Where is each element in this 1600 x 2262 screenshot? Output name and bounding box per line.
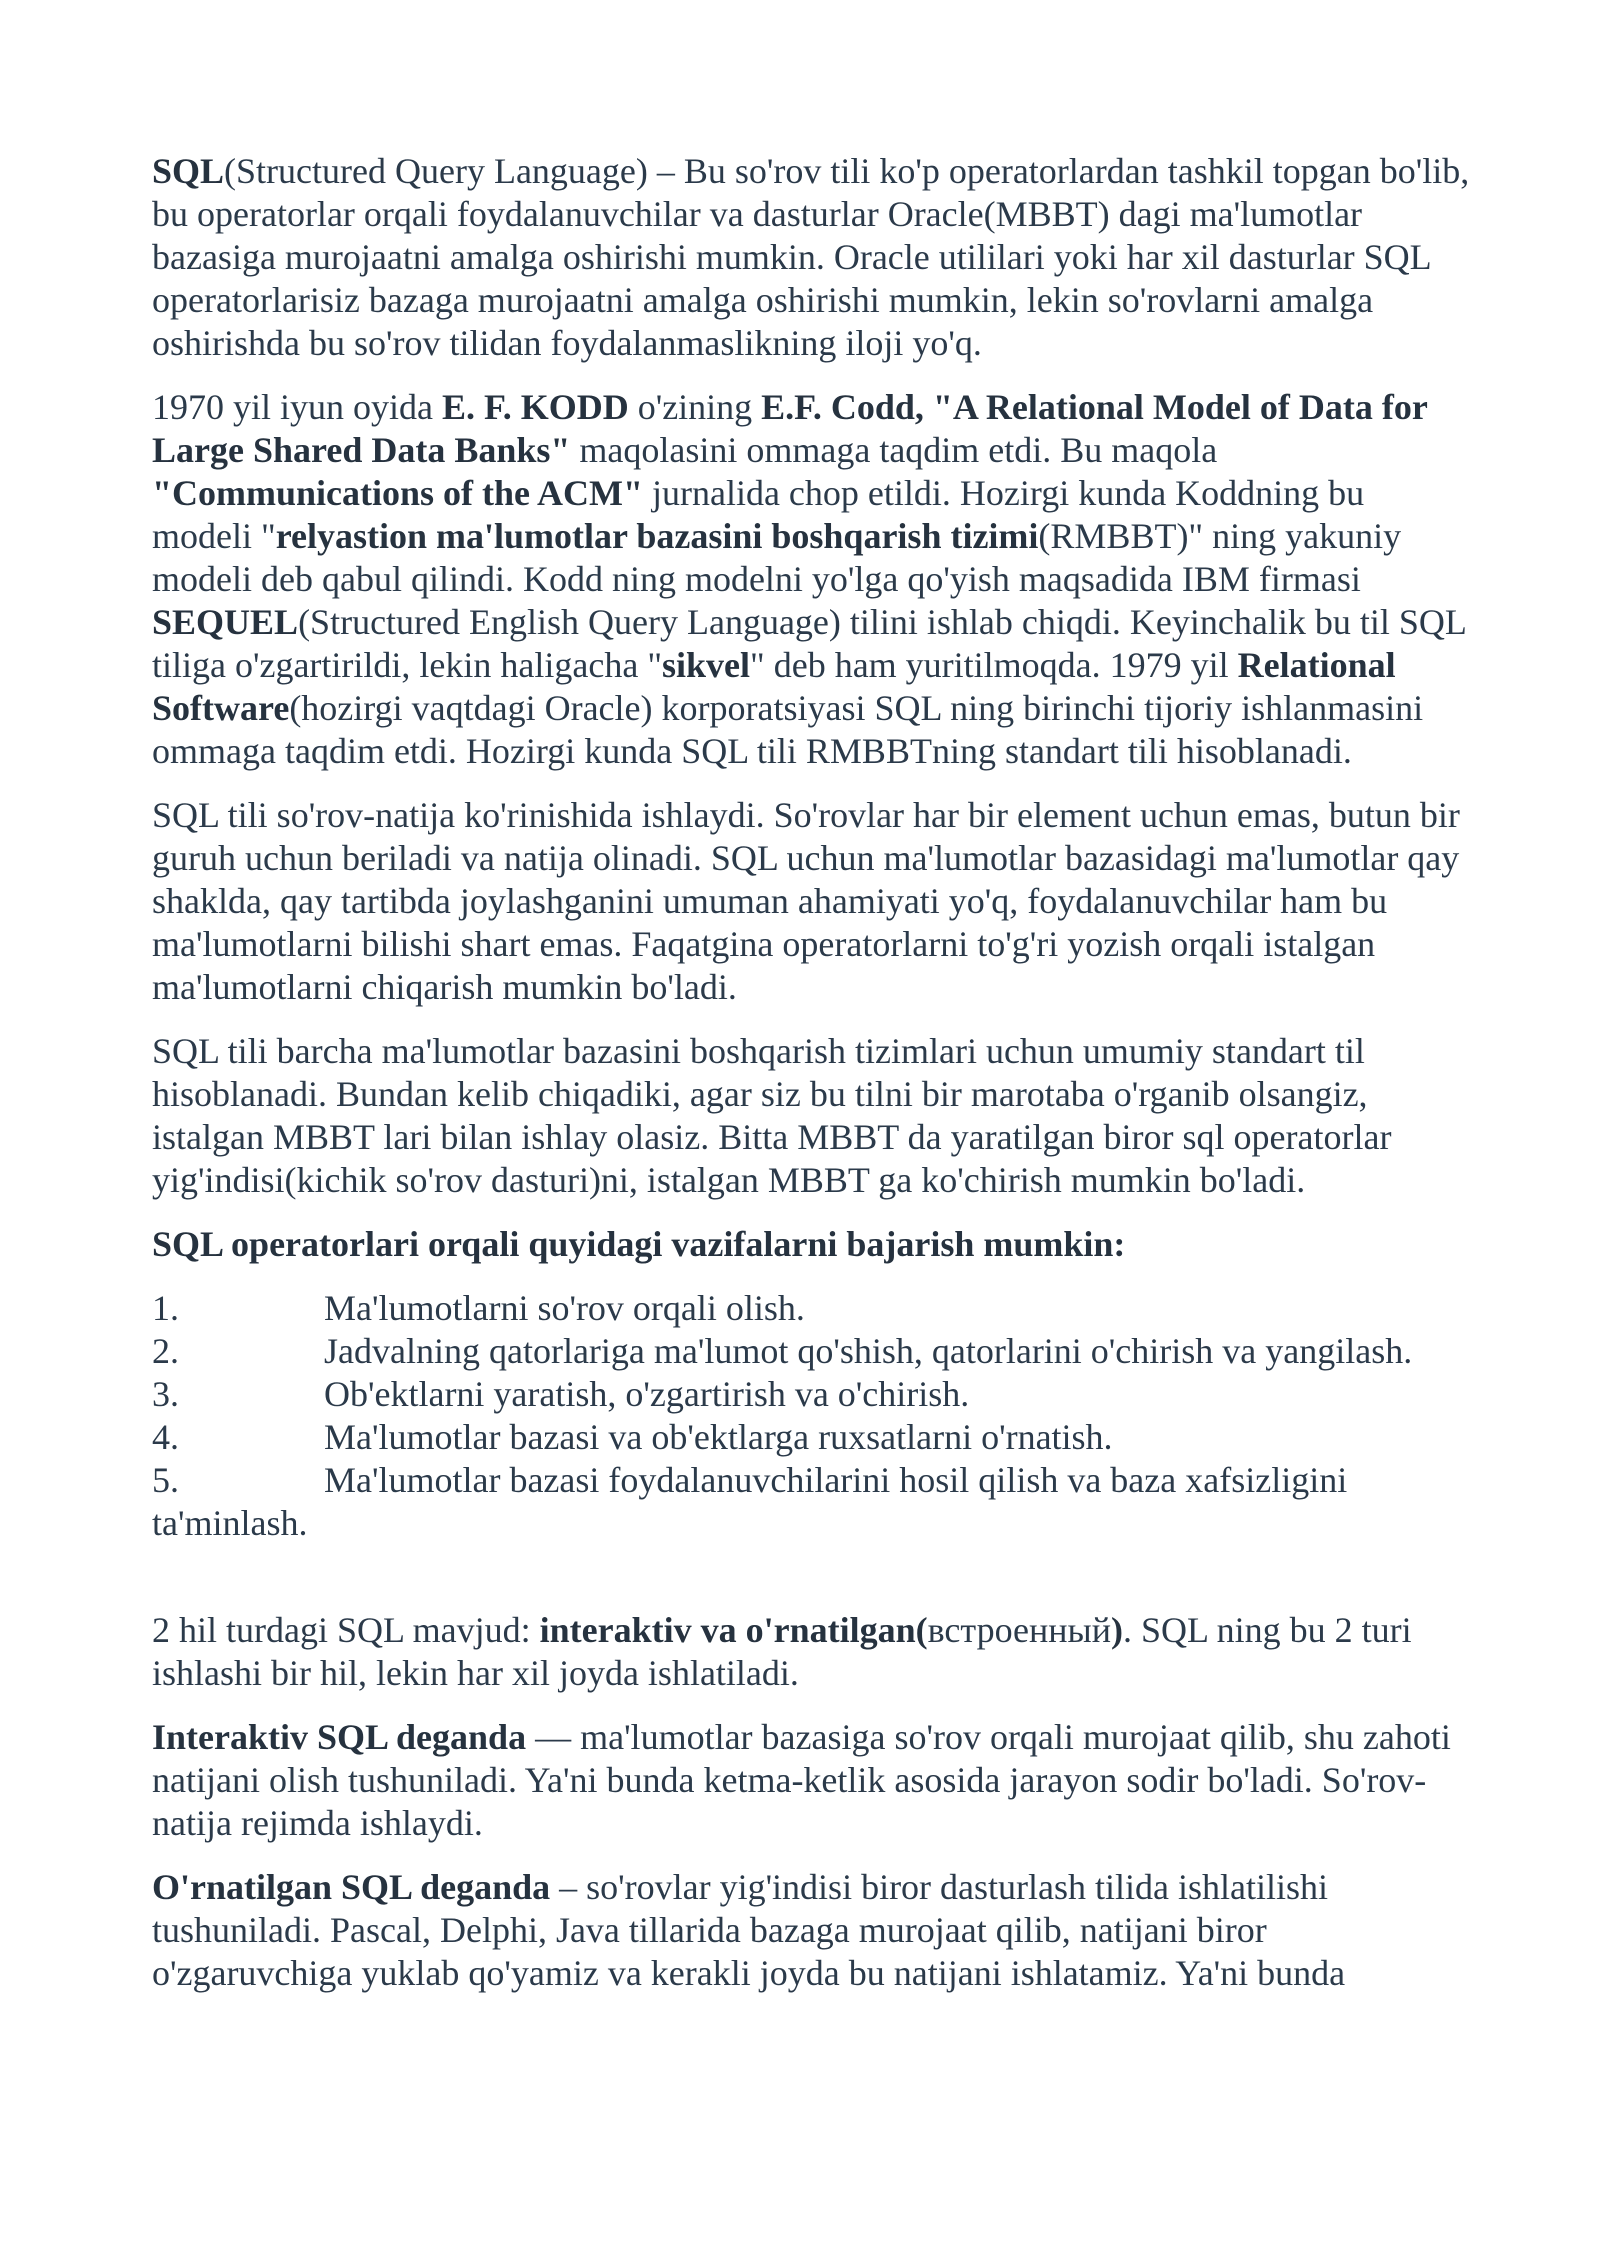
list-item bbox=[152, 1416, 1472, 1459]
list-item bbox=[152, 1459, 1472, 1545]
bold-term: SQL bbox=[152, 151, 225, 191]
bold-term: sikvel bbox=[662, 645, 751, 685]
paragraph-text: — ma'lumotlar bazasiga so'rov orqali murojaat qilib, shu zahoti natijani olish tushuniladi. Ya'ni bunda ketma-ketlik asosida jarayon sodir bo'ladi. So'rov-natija rejimda ishlaydi. bbox=[152, 1717, 1451, 1843]
spacer bbox=[152, 1567, 1472, 1609]
paragraph-history bbox=[152, 386, 1472, 773]
list-item bbox=[152, 1330, 1472, 1373]
paragraph-text: (Structured Query Language) – Bu so'rov tili ko'p operatorlardan tashkil topgan bo'lib, bu operatorlar orqali foydalanuvchilar va dasturlar Oracle(MBBT) dagi ma'lumotlar bazasiga murojaatni amalga oshirishi mumkin. Oracle utililari yoki har xil dasturlar SQL operatorlarisiz bazaga murojaatni amalga oshirishi mumkin, lekin so'rovlarni amalga oshirishda bu so'rov tilidan foydalanmaslikning iloji yo'q. bbox=[152, 151, 1470, 363]
list-number: 1. bbox=[152, 1288, 179, 1328]
bold-term: Interaktiv SQL deganda bbox=[152, 1717, 527, 1757]
bold-term: interaktiv va o'rnatilgan( bbox=[539, 1610, 928, 1650]
bold-term: SEQUEL bbox=[152, 602, 299, 642]
list-text: Ob'ektlarni yaratish, o'zgartirish va o'chirish. bbox=[324, 1374, 970, 1414]
paragraph-text: (RMBBT)" ning yakuniy modeli deb qabul qilindi. Kodd ning modelni yo'lga qo'yish maqsadida IBM firmasi bbox=[152, 516, 1402, 599]
bold-term: E.F. Codd, "A Relational Model of Data for Large Shared Data Banks" bbox=[152, 387, 1428, 470]
paragraph-standard: SQL tili barcha ma'lumotlar bazasini boshqarish tizimlari uchun umumiy standart til hisoblanadi. Bundan kelib chiqadiki, agar siz bu tilni bir marotaba o'rganib olsangiz, istalgan MBBT lari bilan ishlay olasiz. Bitta MBBT da yaratilgan biror sql operatorlar yig'indisi(kichik so'rov dasturi)ni, istalgan MBBT ga ko'chirish mumkin bo'ladi. bbox=[152, 1031, 1392, 1200]
section-heading: SQL operatorlari orqali quyidagi vazifalarni bajarish mumkin: bbox=[152, 1224, 1126, 1264]
list-number: 4. bbox=[152, 1417, 179, 1457]
paragraph-text: – so'rovlar yig'indisi biror dasturlash tilida ishlatilishi tushuniladi. Pascal, Delphi, Java tillarida bazaga murojaat qilib, natijani biror o'zgaruvchiga yuklab qo'yamiz va kerakli joyda bu natijani ishlatamiz. Ya'ni bunda bbox=[152, 1867, 1346, 1993]
bold-term: "Communications of the ACM" bbox=[152, 473, 643, 513]
paragraph-query-result: SQL tili so'rov-natija ko'rinishida ishlaydi. So'rovlar har bir element uchun emas, butun bir guruh uchun beriladi va natija olinadi. SQL uchun ma'lumotlar bazasidagi ma'lumotlar qay shaklda, qay tartibda joylashganini umuman ahamiyati yo'q, foydalanuvchilar ham bu ma'lumotlarni bilishi shart emas. Faqatgina operatorlarni to'g'ri yozish orqali istalgan ma'lumotlarni chiqarish mumkin bo'ladi. bbox=[152, 795, 1460, 1007]
list-number: 2. bbox=[152, 1331, 179, 1371]
bold-term: ) bbox=[1110, 1610, 1123, 1650]
bold-term: E. F. KODD bbox=[442, 387, 629, 427]
paragraph-text: . SQL ning bu 2 turi ishlashi bir hil, lekin har xil joyda ishlatiladi. bbox=[152, 1610, 1412, 1693]
bold-term: relyastion ma'lumotlar bazasini boshqarish tizimi bbox=[275, 516, 1039, 556]
document-page bbox=[152, 150, 1472, 2016]
paragraph-text: (hozirgi vaqtdagi Oracle) korporatsiyasi SQL ning birinchi tijoriy ishlanmasini ommaga taqdim etdi. Hozirgi kunda SQL tili RMBBTning standart tili hisoblanadi. bbox=[152, 688, 1424, 771]
paragraph-text: 1970 yil iyun oyida bbox=[152, 387, 442, 427]
paragraph-interactive-sql bbox=[152, 1716, 1472, 1845]
list-item bbox=[152, 1373, 1472, 1416]
paragraph-text: " deb ham yuritilmoqda. 1979 yil bbox=[750, 645, 1238, 685]
list-text: Jadvalning qatorlariga ma'lumot qo'shish, qatorlarini o'chirish va yangilash. bbox=[324, 1331, 1413, 1371]
paragraph-sql-types bbox=[152, 1609, 1472, 1695]
paragraph-text: jurnalida chop etildi. Hozirgi kunda Koddning bu modeli " bbox=[152, 473, 1365, 556]
list-text: Ma'lumotlarni so'rov orqali olish. bbox=[324, 1288, 805, 1328]
list-item bbox=[152, 1287, 1472, 1330]
bold-term: O'rnatilgan SQL deganda bbox=[152, 1867, 551, 1907]
paragraph-embedded-sql bbox=[152, 1866, 1472, 1995]
bold-term: Relational Software bbox=[152, 645, 1396, 728]
paragraph-sql-definition bbox=[152, 150, 1472, 365]
list-number: 3. bbox=[152, 1374, 179, 1414]
paragraph-text: встроенный bbox=[927, 1610, 1111, 1650]
list-text: Ma'lumotlar bazasi va ob'ektlarga ruxsatlarni o'rnatish. bbox=[324, 1417, 1113, 1457]
list-number: 5. bbox=[152, 1460, 179, 1500]
numbered-list bbox=[152, 1287, 1472, 1545]
list-text: Ma'lumotlar bazasi foydalanuvchilarini hosil qilish va baza xafsizligini ta'minlash. bbox=[152, 1460, 1348, 1543]
paragraph-text: maqolasini ommaga taqdim etdi. Bu maqola bbox=[570, 430, 1218, 470]
paragraph-text: 2 hil turdagi SQL mavjud: bbox=[152, 1610, 540, 1650]
paragraph-text: (Structured English Query Language) tilini ishlab chiqdi. Keyinchalik bu til SQL tiliga o'zgartirildi, lekin haligacha " bbox=[152, 602, 1466, 685]
paragraph-text: o'zining bbox=[628, 387, 762, 427]
